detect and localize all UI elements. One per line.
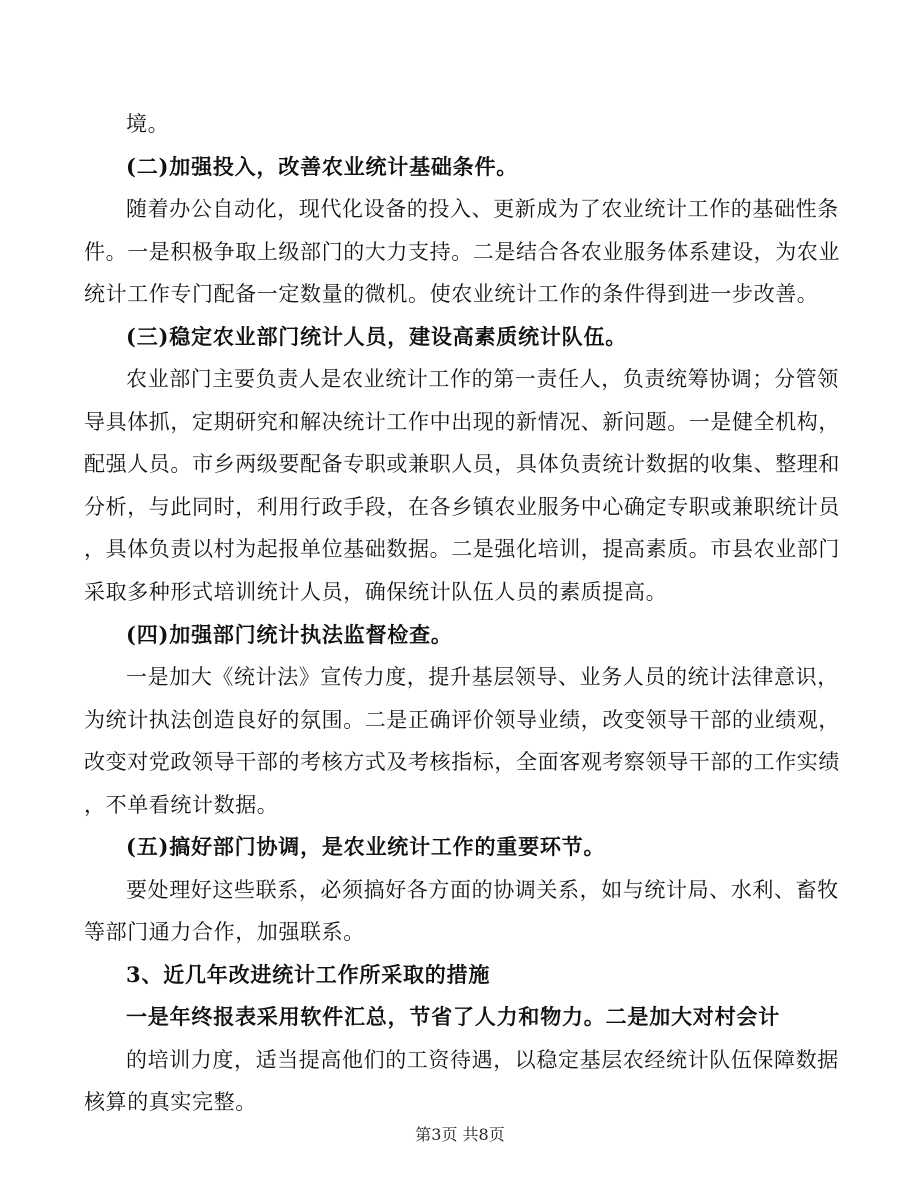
- paragraph-line: 配强人员。市乡两级要配备专职或兼职人员，具体负责统计数据的收集、整理和: [84, 452, 840, 476]
- page-number: 第3页 共8页: [415, 1125, 505, 1144]
- section-heading: (四)加强部门统计执法监督检查。: [126, 622, 453, 647]
- paragraph-line: 的培训力度，适当提高他们的工资待遇，以稳定基层农经统计队伍保障数据: [126, 1048, 839, 1072]
- paragraph-line: 为统计执法创造良好的氛围。二是正确评价领导业绩，改变领导干部的业绩观，: [84, 708, 840, 732]
- paragraph-line: 件。一是积极争取上级部门的大力支持。二是结合各农业服务体系建设，为农业: [84, 240, 840, 264]
- paragraph-line: 等部门通力合作，加强联系。: [84, 920, 365, 944]
- paragraph-line: 统计工作专门配备一定数量的微机。使农业统计工作的条件得到进一步改善。: [84, 282, 819, 306]
- paragraph-line: 农业部门主要负责人是农业统计工作的第一责任人，负责统筹协调；分管领: [126, 367, 839, 391]
- paragraph-line: 一是加大《统计法》宣传力度，提升基层领导、业务人员的统计法律意识，: [126, 665, 839, 689]
- paragraph-line: 要处理好这些联系，必须搞好各方面的协调关系，如与统计局、水利、畜牧: [126, 878, 839, 902]
- paragraph-line: ，不单看统计数据。: [84, 793, 279, 817]
- paragraph-line: 采取多种形式培训统计人员，确保统计队伍人员的素质提高。: [84, 580, 668, 604]
- paragraph-line: 随着办公自动化，现代化设备的投入、更新成为了农业统计工作的基础性条: [126, 197, 839, 221]
- paragraph-line: 境。: [126, 112, 170, 136]
- paragraph-line: 分析，与此同时，利用行政手段，在各乡镇农业服务中心确定专职或兼职统计员: [84, 495, 840, 519]
- section-heading: (五)搞好部门协调，是农业统计工作的重要环节。: [126, 834, 606, 859]
- paragraph-line: ，具体负责以村为起报单位基础数据。二是强化培训，提高素质。市县农业部门: [84, 537, 840, 561]
- section-heading: (二)加强投入，改善农业统计基础条件。: [126, 154, 519, 179]
- section-heading: (三)稳定农业部门统计人员，建设高素质统计队伍。: [126, 324, 628, 349]
- paragraph-line: 改变对党政领导干部的考核方式及考核指标，全面客观考察领导干部的工作实绩: [84, 750, 840, 774]
- paragraph-line: 导具体抓，定期研究和解决统计工作中出现的新情况、新问题。一是健全机构，: [84, 410, 840, 434]
- section-heading: 3、近几年改进统计工作所采取的措施: [126, 962, 491, 987]
- bold-paragraph-line: 一是年终报表采用软件汇总，节省了人力和物力。二是加大对村会计: [126, 1004, 780, 1029]
- paragraph-line: 核算的真实完整。: [84, 1090, 257, 1114]
